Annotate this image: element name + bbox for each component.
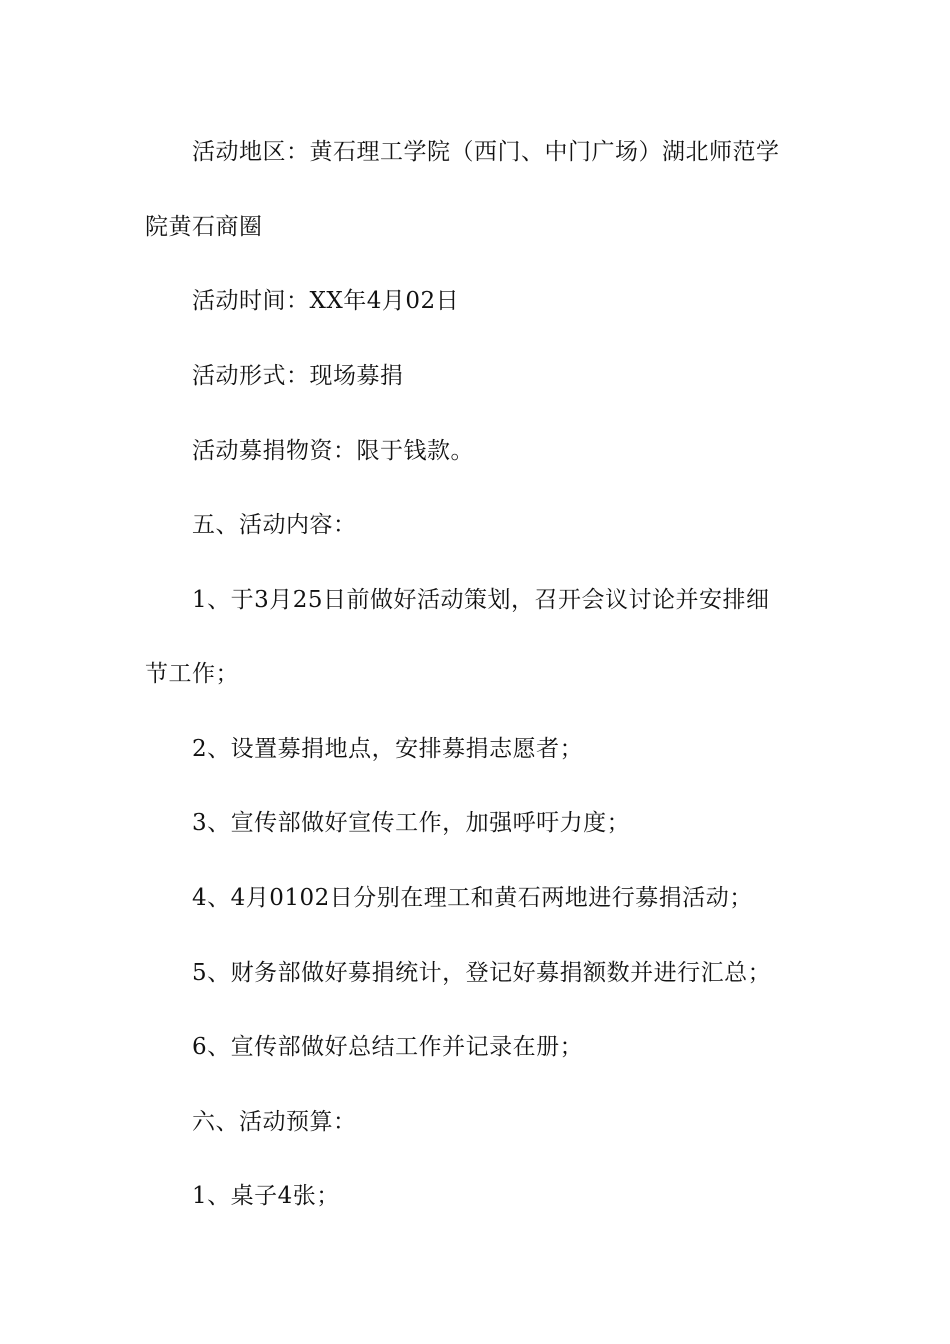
text-line: 活动地区：黄石理工学院（西门、中门广场）湖北师范学 bbox=[192, 139, 780, 165]
list-item: 6、宣传部做好总结工作并记录在册； bbox=[192, 1034, 584, 1060]
list-item: 5、财务部做好募捐统计，登记好募捐额数并进行汇总； bbox=[192, 960, 772, 986]
text-line: 活动形式：现场募捐 bbox=[192, 363, 404, 389]
text-line: 活动募捐物资：限于钱款。 bbox=[192, 438, 474, 464]
section-heading: 六、活动预算： bbox=[192, 1109, 357, 1135]
section-heading: 五、活动内容： bbox=[192, 512, 357, 538]
list-item: 1、桌子4张； bbox=[192, 1183, 340, 1209]
list-item: 2、设置募捐地点，安排募捐志愿者； bbox=[192, 736, 584, 762]
list-item: 1、于3月25日前做好活动策划，召开会议讨论并安排细 bbox=[192, 587, 770, 613]
list-item: 3、宣传部做好宣传工作，加强呼吁力度； bbox=[192, 810, 631, 836]
text-line: 院黄石商圈 bbox=[145, 214, 263, 240]
text-line: 节工作； bbox=[145, 661, 239, 687]
list-item: 4、4月0102日分别在理工和黄石两地进行募捐活动； bbox=[192, 885, 753, 911]
text-line: 活动时间：XX年4月02日 bbox=[192, 288, 460, 314]
